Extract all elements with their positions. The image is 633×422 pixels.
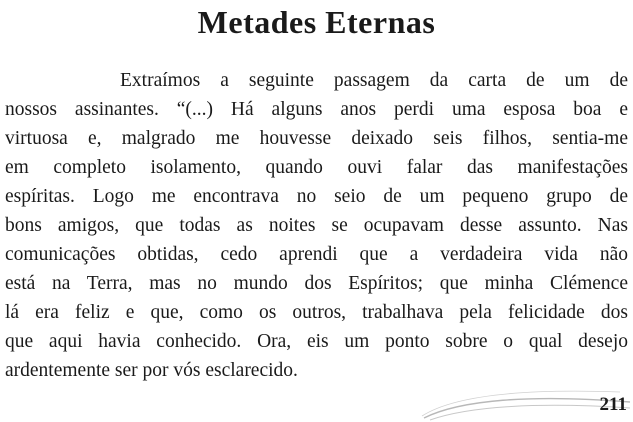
paragraph-line: ardentemente ser por vós esclarecido. [5,360,298,381]
paragraph-line: Extraímos a seguinte passagem da carta de um de [120,70,628,91]
paragraph-line: nossos assinantes. “(...) Há alguns anos perdi uma esposa boa e [5,99,628,120]
paragraph-line: virtuosa e, malgrado me houvesse deixado seis filhos, sentia-me [5,128,628,149]
paragraph-line: espíritas. Logo me encontrava no seio de um pequeno grupo de [5,186,628,207]
page-title: Metades Eternas [197,4,436,40]
paragraph-line: em completo isolamento, quando ouvi falar das manifestações [5,157,628,178]
paragraph-line: bons amigos, que todas as noites se ocupavam desse assunto. Nas [5,215,628,236]
page-number: 211 [599,394,627,415]
paragraph-line: lá era feliz e que, como os outros, trabalhava pela felicidade dos [5,302,628,323]
paragraph-line: está na Terra, mas no mundo dos Espíritos; que minha Clémence [5,273,628,294]
body-paragraph [5,66,628,385]
paragraph-line: que aqui havia conhecido. Ora, eis um ponto sobre o qual desejo [5,331,628,352]
paragraph-line: comunicações obtidas, cedo aprendi que a verdadeira vida não [5,244,628,265]
